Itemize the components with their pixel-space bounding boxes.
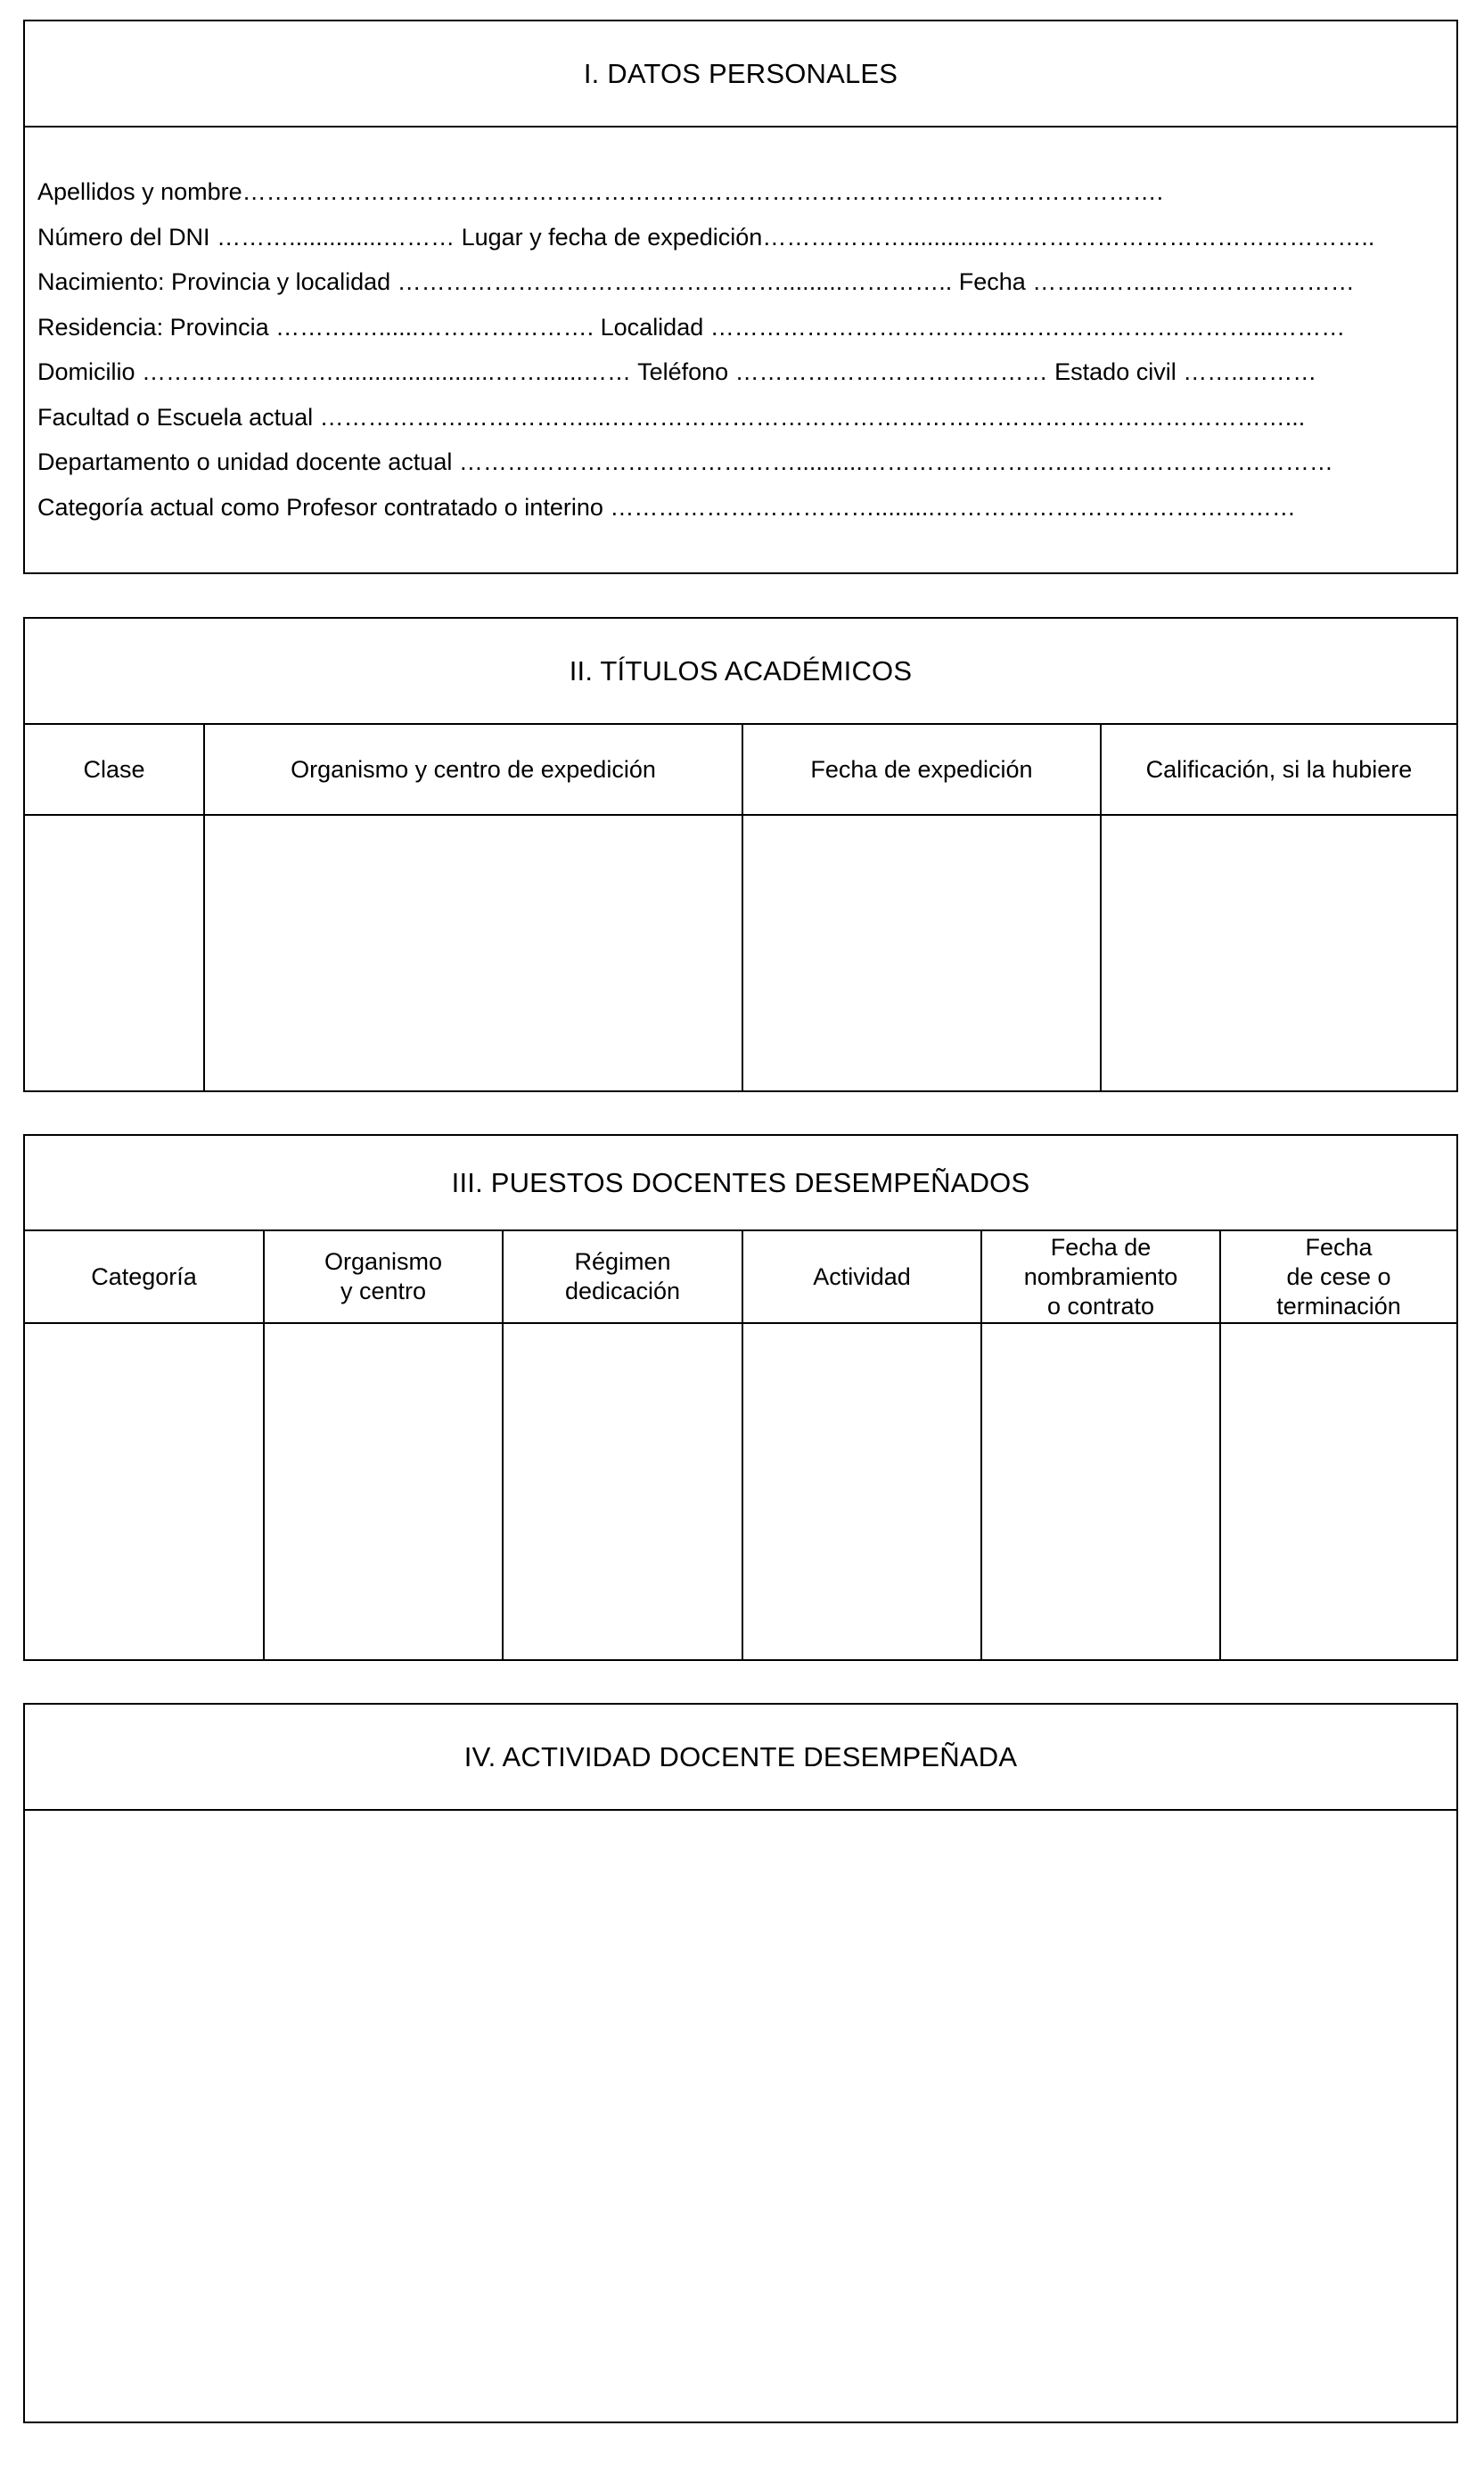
column-header [1220,1231,1456,1323]
table-cell[interactable] [742,815,1101,1090]
field-domicilio[interactable]: Domicilio ……………………........................……......…… Teléfono ………………………………… Estado civil ……..……… [37,358,1317,385]
actividad-docente-section [23,1703,1458,2423]
header-line: terminación [1276,1292,1401,1320]
header-line: Fecha de [1050,1233,1152,1261]
table-cell[interactable] [25,815,204,1090]
field-apellidos-nombre[interactable]: Apellidos y nombre……………………………………………………………………………………………………. [37,178,1164,205]
header-line: y centro [340,1278,427,1304]
column-header: Organismo y centro de expedición [204,725,742,815]
table-cell[interactable] [1101,815,1456,1090]
header-line: Categoría [91,1262,197,1290]
section-title: IV. ACTIVIDAD DOCENTE DESEMPEÑADA [25,1705,1456,1811]
column-header [503,1231,742,1323]
column-header: Calificación, si la hubiere [1101,725,1456,815]
section-title: I. DATOS PERSONALES [25,21,1456,127]
table-cell[interactable] [742,1323,981,1659]
column-header [981,1231,1220,1323]
field-categoria-actual[interactable]: Categoría actual como Profesor contratado o interino …………………………….........……………………………………… [37,493,1296,521]
field-facultad[interactable]: Facultad o Escuela actual ……………………………....…………………………………………………………………………... [37,403,1306,431]
titulos-table [25,725,1456,1090]
table-cell[interactable] [1220,1323,1456,1659]
header-line: nombramiento [1023,1262,1178,1290]
table-cell[interactable] [981,1323,1220,1659]
field-nacimiento[interactable]: Nacimiento: Provincia y localidad ………………………………………….........………….. Fecha ……...……..…………………… [37,268,1355,295]
puestos-table [25,1231,1456,1659]
header-line: Fecha [1305,1233,1373,1261]
table-cell[interactable] [204,815,742,1090]
table-cell[interactable] [503,1323,742,1659]
header-line: Organismo [324,1248,443,1275]
header-line: Actividad [813,1262,911,1290]
column-header: Fecha de expedición [742,725,1101,815]
table-cell[interactable] [264,1323,503,1659]
section-title: II. TÍTULOS ACADÉMICOS [25,619,1456,725]
header-line: dedicación [564,1278,681,1304]
actividad-docente-area[interactable] [25,1811,1456,2422]
personal-data-fields [25,127,1456,530]
column-header: Clase [25,725,204,815]
table-cell[interactable] [25,1323,264,1659]
field-residencia[interactable]: Residencia: Provincia ……….…......…………………. Localidad ………………………………..…………………………...……… [37,313,1346,341]
section-title: III. PUESTOS DOCENTES DESEMPEÑADOS [25,1136,1456,1231]
field-departamento[interactable]: Departamento o unidad docente actual ……………………………………..........……………………..…………………………… [37,448,1333,475]
header-line: Régimen [574,1248,671,1275]
datos-personales-section [23,20,1458,574]
puestos-docentes-section [23,1134,1458,1661]
column-header [264,1231,503,1323]
field-dni-expedicion[interactable]: Número del DNI ………..............……… Lugar y fecha de expedición………………..............……………………………………….. [37,223,1375,251]
titulos-academicos-section [23,617,1458,1092]
column-header [25,1231,264,1323]
header-line: o contrato [1046,1292,1155,1320]
column-header [742,1231,981,1323]
header-line: de cese o [1286,1262,1391,1290]
